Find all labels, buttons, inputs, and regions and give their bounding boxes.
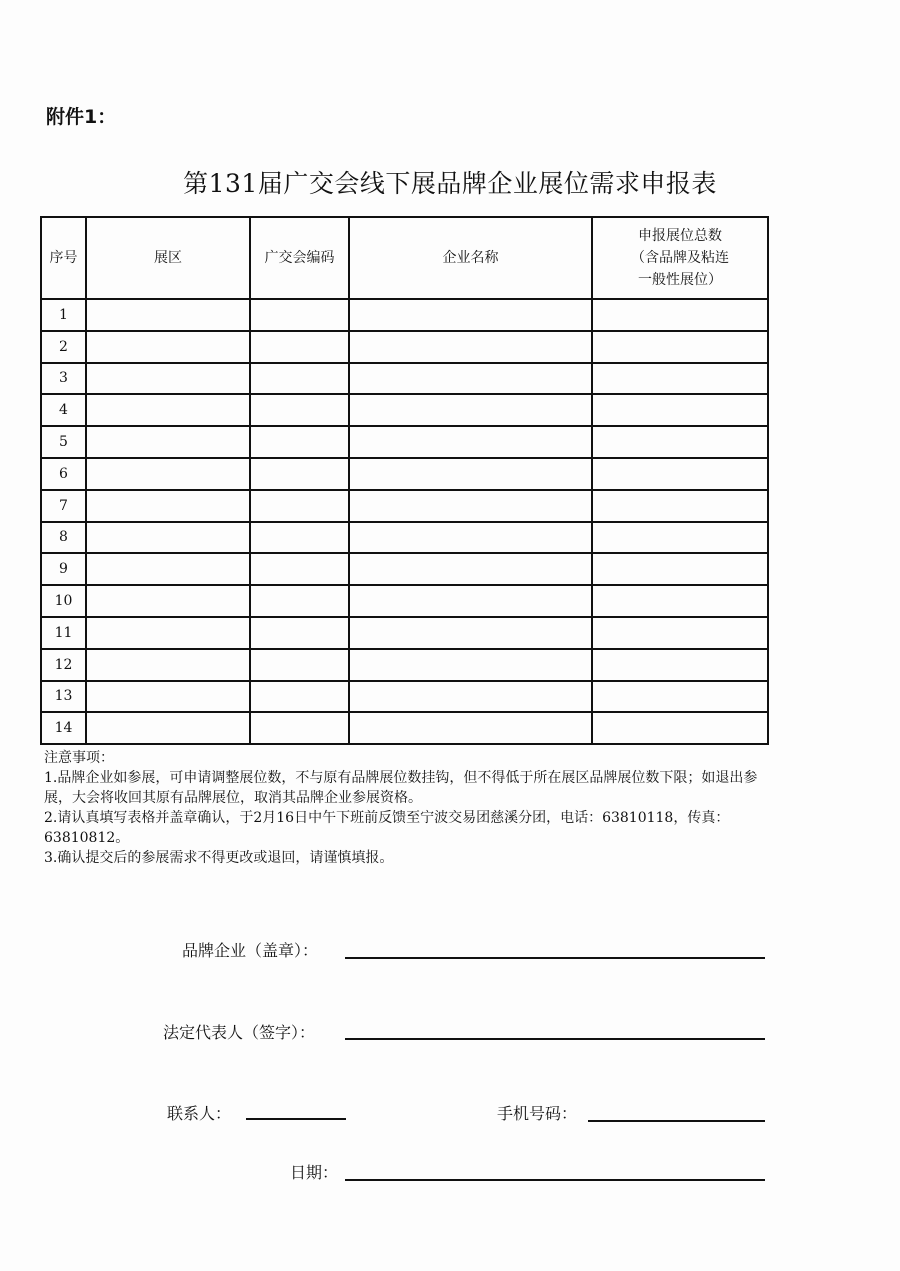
zone-cell[interactable] (86, 331, 250, 363)
booth-total-cell[interactable] (592, 458, 768, 490)
company-name-cell[interactable] (349, 712, 592, 744)
code-cell[interactable] (250, 649, 349, 681)
column-header-booth-total: 申报展位总数 （含品牌及粘连 一般性展位） (592, 217, 768, 299)
booth-total-cell[interactable] (592, 426, 768, 458)
booth-total-cell[interactable] (592, 649, 768, 681)
code-cell[interactable] (250, 394, 349, 426)
company-name-cell[interactable] (349, 331, 592, 363)
table-row (41, 681, 768, 713)
row-number-cell: 13 (41, 681, 86, 713)
booth-total-cell[interactable] (592, 299, 768, 331)
notes-section (44, 748, 770, 868)
row-number-cell: 9 (41, 553, 86, 585)
attachment-label: 附件1： (46, 106, 117, 128)
booth-total-cell[interactable] (592, 553, 768, 585)
brand-company-signature-line[interactable] (345, 957, 765, 959)
table-row (41, 363, 768, 395)
zone-cell[interactable] (86, 617, 250, 649)
table-row (41, 426, 768, 458)
column-header-seq: 序号 (41, 217, 86, 299)
date-label: 日期： (290, 1163, 339, 1182)
note-item: 1.品牌企业如参展，可申请调整展位数，不与原有品牌展位数挂钩，但不得低于所在展区品牌展位数下限；如退出参展，大会将收回其原有品牌展位，取消其品牌企业参展资格。 (44, 770, 758, 806)
row-number-cell: 8 (41, 522, 86, 554)
zone-cell[interactable] (86, 394, 250, 426)
column-header-code: 广交会编码 (250, 217, 349, 299)
zone-cell[interactable] (86, 522, 250, 554)
row-number-cell: 3 (41, 363, 86, 395)
company-name-cell[interactable] (349, 458, 592, 490)
company-name-cell[interactable] (349, 522, 592, 554)
code-cell[interactable] (250, 681, 349, 713)
zone-cell[interactable] (86, 553, 250, 585)
table-row (41, 712, 768, 744)
zone-cell[interactable] (86, 649, 250, 681)
code-cell[interactable] (250, 553, 349, 585)
row-number-cell: 1 (41, 299, 86, 331)
booth-total-cell[interactable] (592, 490, 768, 522)
company-name-cell[interactable] (349, 617, 592, 649)
booth-total-cell[interactable] (592, 363, 768, 395)
booth-total-cell[interactable] (592, 585, 768, 617)
company-name-cell[interactable] (349, 363, 592, 395)
zone-cell[interactable] (86, 426, 250, 458)
table-row (41, 331, 768, 363)
booth-total-cell[interactable] (592, 394, 768, 426)
column-header-company: 企业名称 (349, 217, 592, 299)
code-cell[interactable] (250, 458, 349, 490)
row-number-cell: 5 (41, 426, 86, 458)
column-header-zone: 展区 (86, 217, 250, 299)
table-row (41, 617, 768, 649)
company-name-cell[interactable] (349, 585, 592, 617)
note-item: 2.请认真填写表格并盖章确认，于2月16日中午下班前反馈至宁波交易团慈溪分团，电话：63810118，传真：63810812。 (44, 810, 730, 846)
company-name-cell[interactable] (349, 681, 592, 713)
code-cell[interactable] (250, 617, 349, 649)
application-table (40, 216, 769, 745)
booth-total-cell[interactable] (592, 331, 768, 363)
zone-cell[interactable] (86, 299, 250, 331)
code-cell[interactable] (250, 712, 349, 744)
legal-rep-label: 法定代表人（签字）： (163, 1023, 316, 1042)
code-cell[interactable] (250, 522, 349, 554)
zone-cell[interactable] (86, 712, 250, 744)
row-number-cell: 12 (41, 649, 86, 681)
company-name-cell[interactable] (349, 426, 592, 458)
row-number-cell: 4 (41, 394, 86, 426)
table-row (41, 394, 768, 426)
booth-total-cell[interactable] (592, 522, 768, 554)
booth-total-cell[interactable] (592, 681, 768, 713)
code-cell[interactable] (250, 490, 349, 522)
table-row (41, 585, 768, 617)
row-number-cell: 6 (41, 458, 86, 490)
company-name-cell[interactable] (349, 649, 592, 681)
booth-total-cell[interactable] (592, 617, 768, 649)
legal-rep-signature-line[interactable] (345, 1038, 765, 1040)
table-body (41, 299, 768, 744)
code-cell[interactable] (250, 363, 349, 395)
row-number-cell: 11 (41, 617, 86, 649)
booth-total-cell[interactable] (592, 712, 768, 744)
company-name-cell[interactable] (349, 394, 592, 426)
mobile-label: 手机号码： (497, 1104, 578, 1123)
date-line[interactable] (345, 1179, 765, 1181)
zone-cell[interactable] (86, 681, 250, 713)
code-cell[interactable] (250, 585, 349, 617)
code-cell[interactable] (250, 299, 349, 331)
table-row (41, 490, 768, 522)
table-row (41, 458, 768, 490)
company-name-cell[interactable] (349, 553, 592, 585)
company-name-cell[interactable] (349, 299, 592, 331)
code-cell[interactable] (250, 331, 349, 363)
row-number-cell: 2 (41, 331, 86, 363)
table-header-row (41, 217, 768, 299)
table-row (41, 553, 768, 585)
notes-heading: 注意事项： (44, 750, 114, 766)
row-number-cell: 7 (41, 490, 86, 522)
contact-line[interactable] (246, 1118, 346, 1120)
zone-cell[interactable] (86, 458, 250, 490)
table-row (41, 299, 768, 331)
company-name-cell[interactable] (349, 490, 592, 522)
page-title: 第131届广交会线下展品牌企业展位需求申报表 (183, 169, 717, 198)
code-cell[interactable] (250, 426, 349, 458)
zone-cell[interactable] (86, 585, 250, 617)
mobile-line[interactable] (588, 1120, 765, 1122)
note-item: 3.确认提交后的参展需求不得更改或退回，请谨慎填报。 (44, 850, 394, 866)
table-row (41, 522, 768, 554)
contact-label: 联系人： (167, 1104, 232, 1123)
table-row (41, 649, 768, 681)
row-number-cell: 14 (41, 712, 86, 744)
zone-cell[interactable] (86, 490, 250, 522)
zone-cell[interactable] (86, 363, 250, 395)
row-number-cell: 10 (41, 585, 86, 617)
brand-company-label: 品牌企业（盖章）： (182, 941, 319, 960)
